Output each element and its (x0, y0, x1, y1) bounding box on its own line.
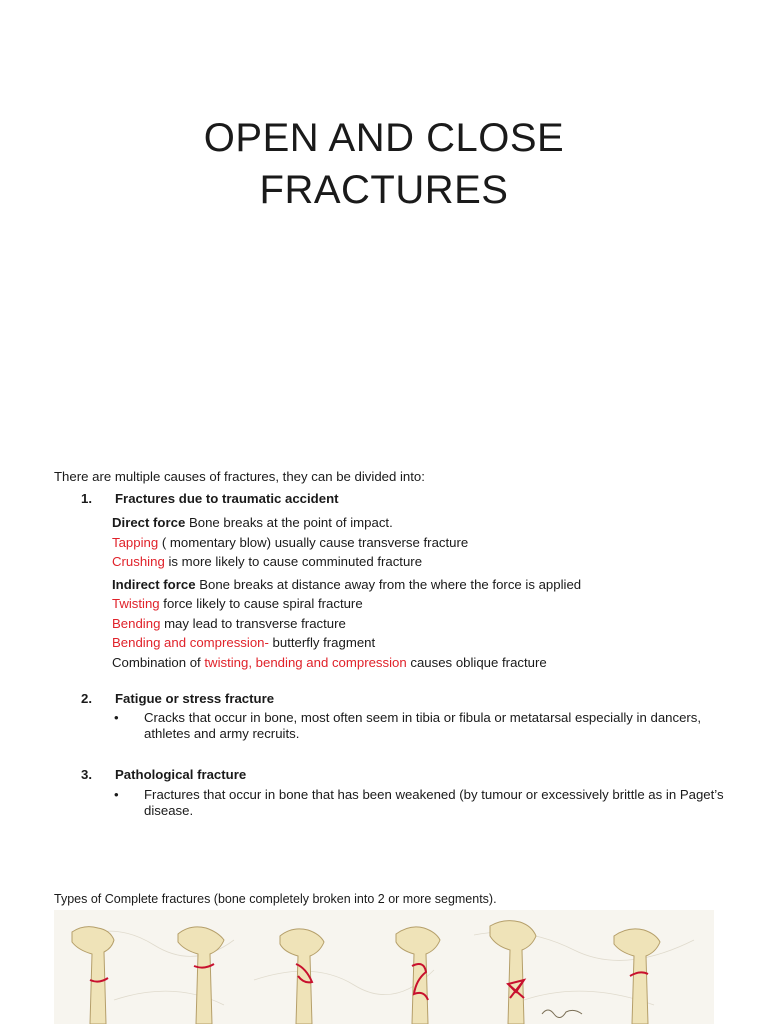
fracture-types-caption: Types of Complete fractures (bone completely broken into 2 or more segments). (54, 892, 497, 906)
fracture-types-illustration (54, 910, 714, 1024)
tapping-term: Tapping (112, 534, 159, 550)
section-2-bullet (114, 710, 744, 742)
section-2-number: 2. (81, 691, 92, 706)
direct-force-line (112, 513, 744, 533)
bending-line (112, 614, 744, 634)
twisting-text: force likely to cause spiral fracture (159, 596, 363, 611)
crushing-line (112, 552, 744, 572)
direct-force-label: Direct force (112, 515, 186, 530)
section-3-heading (54, 766, 744, 784)
section-2-bullet-text: Cracks that occur in bone, most often seem in tibia or fibula or metatarsal especially in dancers, athletes and army recruits. (144, 710, 702, 741)
crushing-term: Crushing (112, 554, 165, 569)
section-3-bullet-text: Fractures that occur in bone that has been weakened (by tumour or excessively brittle as in Paget’s disease. (144, 787, 724, 818)
section-3-number: 3. (81, 767, 92, 782)
illustration-background (54, 910, 714, 1024)
combination-line (112, 653, 744, 673)
bending-text: may lead to transverse fracture (160, 615, 346, 631)
tapping-text: ( momentary blow) usually cause transverse fracture (158, 534, 469, 550)
section-2-heading (54, 690, 744, 708)
title-line-1: OPEN AND CLOSE (203, 116, 565, 160)
direct-force-text: Bone breaks at the point of impact. (185, 515, 393, 530)
bullet-marker: • (114, 787, 119, 802)
combination-prefix: Combination of (112, 654, 205, 670)
tapping-line (112, 533, 744, 553)
section-3-title: Pathological fracture (115, 767, 247, 782)
intro-text: There are multiple causes of fractures, they can be divided into: (54, 469, 425, 484)
section-1-title: Fractures due to traumatic accident (115, 491, 339, 506)
twisting-line (112, 594, 744, 614)
bending-term: Bending (112, 615, 161, 631)
indirect-force-block (112, 575, 744, 673)
content-body (54, 468, 744, 819)
indirect-force-text: Bone breaks at distance away from the where the force is applied (195, 576, 582, 592)
slide-title (0, 112, 768, 216)
combination-text: causes oblique fracture (406, 654, 547, 670)
bullet-marker: • (114, 710, 119, 725)
section-1-number: 1. (81, 491, 92, 506)
combination-term: twisting, bending and compression (204, 654, 407, 670)
direct-force-block (112, 513, 744, 572)
bending-compression-term: Bending and compression- (112, 635, 269, 650)
indirect-force-label: Indirect force (112, 576, 196, 592)
section-1-heading (54, 490, 744, 508)
title-line-2: FRACTURES (259, 168, 509, 212)
indirect-force-line (112, 575, 744, 595)
bending-compression-text: butterfly fragment (268, 635, 376, 650)
twisting-term: Twisting (112, 596, 160, 611)
section-3-bullet (114, 787, 744, 819)
crushing-text: is more likely to cause comminuted fracture (164, 554, 423, 569)
bending-compression-line (112, 633, 744, 653)
section-2-title: Fatigue or stress fracture (115, 691, 275, 706)
